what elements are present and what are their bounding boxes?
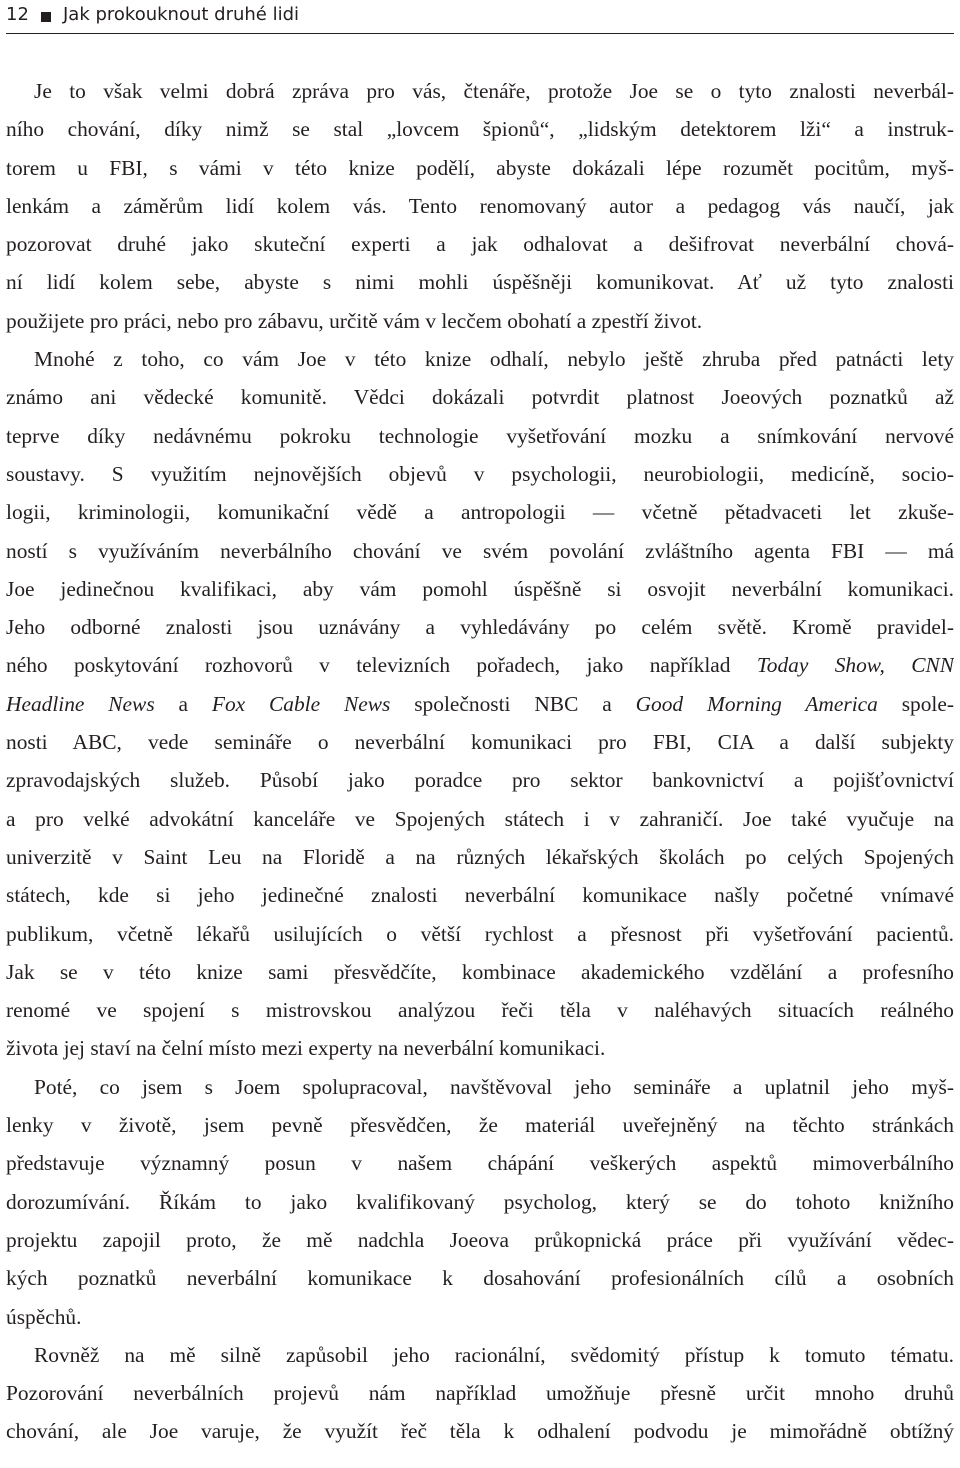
text-line: univerzitě v Saint Leu na Floridě a na různých lékařských školách po celých Spojených bbox=[6, 844, 954, 869]
text-run: a bbox=[154, 691, 212, 716]
text-line: Joe jedinečnou kvalifikaci, aby vám pomohl úspěšně si osvojit neverbální komunikaci. bbox=[6, 576, 954, 601]
text-line: známo ani vědecké komunitě. Vědci dokázali potvrdit platnost Joeových poznatků až bbox=[6, 385, 954, 410]
text-line: života jej staví na čelní místo mezi experty na neverbální komunikaci. bbox=[6, 1036, 606, 1061]
text-line: chování, ale Joe varuje, že využít řeč těla k odhalení podvodu je mimořádně obtížný bbox=[6, 1419, 954, 1444]
text-line: představuje významný posun v našem chápání veškerých aspektů mimoverbálního bbox=[6, 1151, 954, 1176]
text-line: renomé ve spojení s mistrovskou analýzou řeči těla v naléhavých situacích reálného bbox=[6, 998, 954, 1023]
text-line: logii, kriminologii, komunikační vědě a antropologii — včetně pětadvaceti let zkuše- bbox=[6, 500, 954, 525]
text-line: dorozumívání. Říkám to jako kvalifikovaný psycholog, který se do tohoto knižního bbox=[6, 1189, 954, 1214]
text-line: soustavy. S využitím nejnovějších objevů v psychologii, neurobiologii, medicíně, socio- bbox=[6, 461, 954, 486]
text-line: teprve díky nedávnému pokroku technologie vyšetřování mozku a snímkování nervové bbox=[6, 423, 954, 448]
text-line: Poté, co jsem s Joem spolupracoval, navštěvoval jeho semináře a uplatnil jeho myš- bbox=[34, 1074, 954, 1099]
text-line: úspěchů. bbox=[6, 1304, 82, 1329]
italic-title: Fox Cable News bbox=[211, 691, 391, 716]
text-line: ního chování, díky nimž se stal „lovcem špionů“, „lidským detektorem lži“ a instruk- bbox=[6, 117, 954, 142]
italic-title: Headline News bbox=[6, 691, 155, 716]
text-line: zpravodajských služeb. Působí jako poradce pro sektor bankovnictví a pojišťovnictví bbox=[6, 768, 954, 793]
text-line: Jak se v této knize sami přesvědčíte, kombinace akademického vzdělání a profesního bbox=[6, 959, 954, 984]
text-line: nosti ABC, vede semináře o neverbální komunikaci pro FBI, CIA a další subjekty bbox=[6, 730, 954, 755]
text-line: lenkám a záměrům lidí kolem vás. Tento renomovaný autor a pedagog vás naučí, jak bbox=[6, 193, 954, 218]
square-bullet-icon bbox=[41, 12, 51, 22]
text-run: společnosti NBC a bbox=[390, 691, 636, 716]
text-line: Pozorování neverbálních projevů nám například umožňuje přesně určit mnoho druhů bbox=[6, 1381, 954, 1406]
text-run: ného poskytování rozhovorů v televizních pořadech, jako například bbox=[6, 653, 757, 678]
running-header bbox=[0, 0, 960, 40]
italic-title: Today Show, CNN bbox=[756, 653, 954, 678]
page-number: 12 bbox=[6, 4, 29, 25]
running-title: Jak prokouknout druhé lidi bbox=[63, 4, 300, 25]
text-line: Jeho odborné znalosti jsou uznávány a vyhledávány po celém světě. Kromě pravidel- bbox=[6, 615, 954, 640]
text-line: kých poznatků neverbální komunikace k dosahování profesionálních cílů a osobních bbox=[6, 1266, 954, 1291]
text-line: použijete pro práci, nebo pro zábavu, určitě vám v lecčem obohatí a zpestří život. bbox=[6, 308, 703, 333]
text-line: publikum, včetně lékařů usilujících o větší rychlost a přesnost při vyšetřování pacientů. bbox=[6, 921, 954, 946]
text-line: ní lidí kolem sebe, abyste s nimi mohli úspěšněji komunikovat. Ať už tyto znalosti bbox=[6, 270, 954, 295]
text-line: ností s využíváním neverbálního chování ve svém povolání zvláštního agenta FBI — má bbox=[6, 538, 954, 563]
text-line: státech, kde si jeho jedinečné znalosti neverbální komunikace našly početné vnímavé bbox=[6, 883, 954, 908]
text-line: projektu zapojil proto, že mě nadchla Joeova průkopnická práce při využívání vědec- bbox=[6, 1227, 954, 1252]
body-text bbox=[6, 72, 954, 1451]
text-line-with-italics bbox=[6, 685, 954, 723]
text-line: a pro velké advokátní kanceláře ve Spojených státech i v zahraničí. Joe také vyučuje na bbox=[6, 806, 954, 831]
text-line: lenky v životě, jsem pevně přesvědčen, že materiál uveřejněný na těchto stránkách bbox=[6, 1113, 954, 1138]
text-line-with-italics bbox=[6, 646, 954, 684]
italic-title: Good Morning America bbox=[635, 691, 878, 716]
text-line: Mnohé z toho, co vám Joe v této knize odhalí, nebylo ještě zhruba před patnácti lety bbox=[34, 347, 954, 372]
text-line: Rovněž na mě silně zapůsobil jeho racionální, svědomitý přístup k tomuto tématu. bbox=[34, 1342, 954, 1367]
text-run: spole- bbox=[877, 691, 954, 716]
text-line: pozorovat druhé jako skuteční experti a jak odhalovat a dešifrovat neverbální chová- bbox=[6, 232, 954, 257]
header-rule bbox=[6, 33, 954, 34]
text-line: Je to však velmi dobrá zpráva pro vás, čtenáře, protože Joe se o tyto znalosti neverbál- bbox=[34, 79, 954, 103]
text-line: torem u FBI, s vámi v této knize podělí, abyste dokázali lépe rozumět pocitům, myš- bbox=[6, 155, 954, 180]
